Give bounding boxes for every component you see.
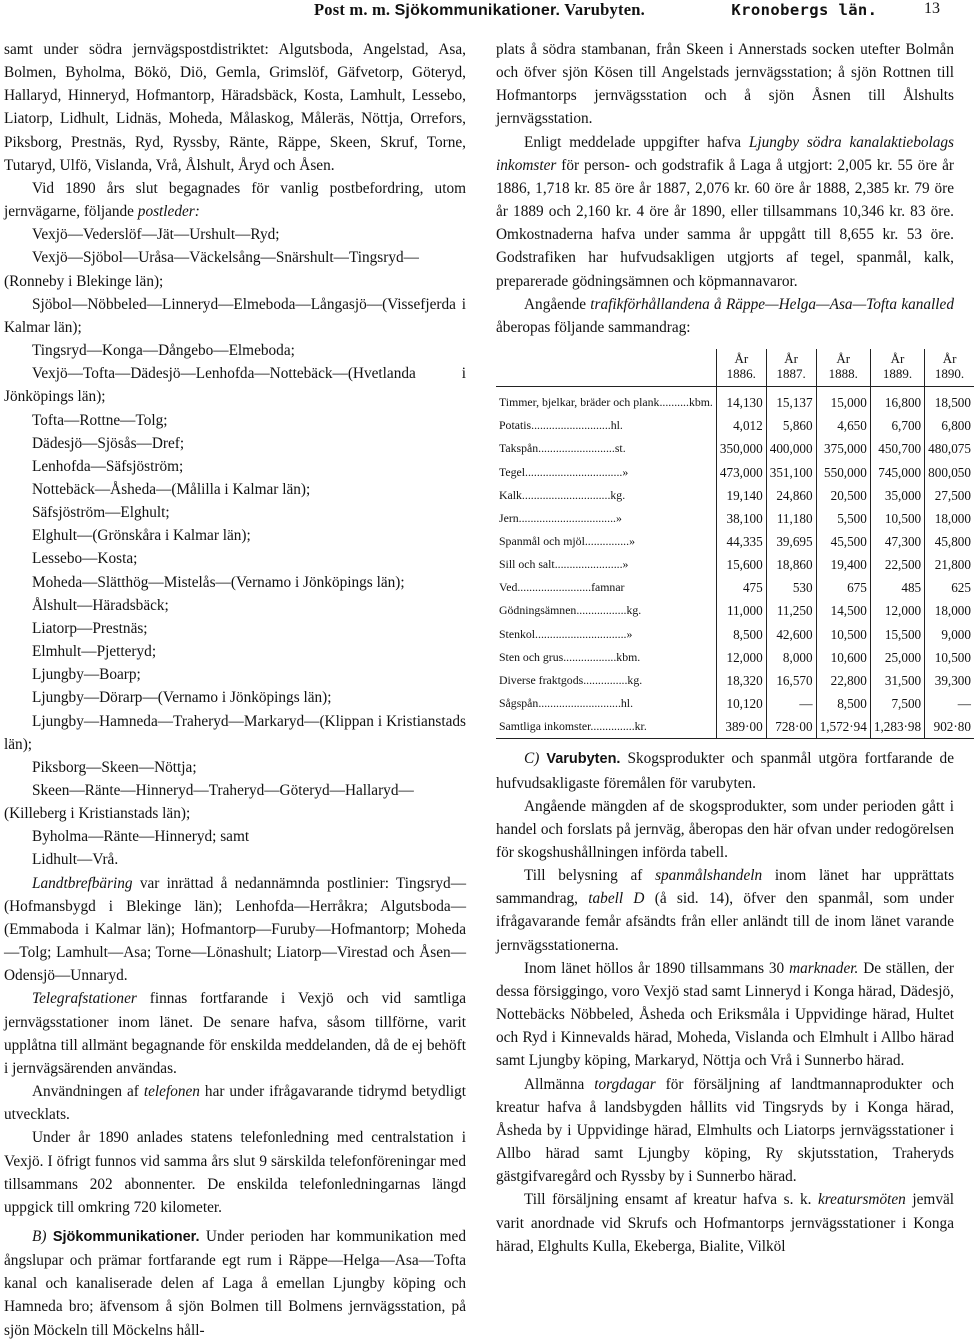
table-cell: 22,500	[870, 553, 924, 576]
table-cell: 45,500	[816, 530, 870, 553]
table-cell: 22,800	[816, 669, 870, 692]
spanmal-emphasis: spanmålshandeln	[655, 867, 763, 885]
table-cell: 745,000	[870, 461, 924, 484]
left-column	[4, 38, 466, 1342]
table-cell: 4,012	[716, 414, 766, 437]
running-title	[314, 0, 877, 20]
table-cell: 31,500	[870, 669, 924, 692]
paragraph-telefonledning: Under år 1890 anlades statens telefonledning med centralstation i Vexjö. I öfrigt funnos vid samma års slut 9 särskilda telefonföreningar med tillsammans 202 abonnenter. De enskilda telefonledningarnas längd uppgick till omkring 720 kilometer.	[4, 1129, 466, 1216]
paragraph-varubyten	[496, 747, 954, 794]
row-label: Takspån..........................st.	[499, 441, 626, 456]
postled-route: Vexjö—Vederslöf—Jät—Urshult—Ryd;	[32, 226, 280, 244]
table-cell: 1,572·94	[816, 715, 870, 739]
table-cell: 18,860	[766, 553, 816, 576]
table-cell: 5,500	[816, 507, 870, 530]
paragraph-kreatursmoten	[496, 1188, 954, 1257]
table-header-year	[816, 349, 870, 387]
postled-route: Elmhult—Pjetteryd;	[32, 643, 157, 661]
row-label: Stenkol...............................»	[499, 626, 633, 641]
row-label: Sten och grus..................kbm.	[499, 649, 641, 664]
table-row	[496, 414, 974, 437]
section-b-heading: Sjökommunikationer.	[52, 1228, 200, 1245]
kanal-intro: Enligt meddelade uppgifter hafva	[524, 133, 742, 151]
row-label: Gödningsämnen.................kg.	[499, 603, 642, 618]
kreatur-text: jemväl varit anordnade vid Skrufs och Hofmantorps jernvägsstationer i Konga härad, Elghults Kulla, Ekeberga, Bialite, Vilköl	[496, 1191, 955, 1255]
table-cell: 18,000	[925, 507, 974, 530]
table-cell: 47,300	[870, 530, 924, 553]
tabell-d-ref: tabell D	[588, 890, 645, 908]
header-line2: 1890.	[934, 366, 965, 382]
telefon-emphasis: telefonen	[143, 1083, 200, 1101]
table-cell: 45,800	[925, 530, 974, 553]
header-line1: År	[734, 351, 749, 367]
table-cell: 11,250	[766, 599, 816, 622]
header-section-sjo: Sjökommunikationer.	[394, 2, 561, 19]
table-cell: 16,800	[870, 387, 924, 415]
postled-route: Vexjö—Tofta—Dädesjö—Lenhofda—Nottebäck—(Hvetlanda i Jönköpings län);	[4, 365, 466, 406]
paragraph-telefon	[4, 1080, 466, 1126]
table-cell: 351,100	[766, 461, 816, 484]
table-cell: 25,000	[870, 646, 924, 669]
table-cell: 44,335	[716, 530, 766, 553]
table-cell: 530	[766, 576, 816, 599]
table-cell: 400,000	[766, 437, 816, 460]
row-label: Tegel.................................»	[499, 464, 629, 479]
postled-route: Ålshult—Häradsbäck;	[32, 596, 169, 614]
route-list	[4, 223, 466, 871]
postled-route: Piksborg—Skeen—Nöttja;	[32, 758, 197, 776]
paragraph-spanmalshandel	[496, 864, 954, 957]
paragraph-hallplats: plats å södra stambanan, från Skeen i Annerstads socken utefter Bolmån och öfver sjön Kösen till Angelstads jernvägsstation; å sjön Rottnen till Hofmantorps jernvägsstation och å sjön Åsnen till Ålshults jernvägsstation.	[496, 41, 954, 128]
table-cell: 39,300	[925, 669, 974, 692]
table-row	[496, 623, 974, 646]
postled-route: Ljungby—Hamneda—Traheryd—Markaryd—(Klippan i Kristianstads län);	[4, 712, 466, 753]
table-cell: 4,650	[816, 414, 870, 437]
row-label: Kalk..............................kg.	[499, 487, 626, 502]
telegraf-emphasis: Telegrafstationer	[32, 990, 137, 1008]
postled-route: Säfsjöström—Elghult;	[32, 504, 170, 522]
marknader-text: De ställen, der dessa försiggingo, voro Vexjö stad samt Linneryd i Konga härad, Dädesjö, Nottebäcks Nöbbeled, Åsheda och Eriksmåla i Uppvidinge härad, Hultet och Ryd i Kinnevalds härad, Moheda, Vislanda och Elmhult i Allbo härad samt Ljungby köping, Markaryd, Nöttja och Vrå i Sunnerbo härad.	[496, 959, 955, 1070]
table-cell: —	[766, 692, 816, 715]
header-line1: År	[890, 351, 905, 367]
table-cell: 480,075	[925, 437, 974, 460]
telegraf-text: finnas fortfarande i Vexjö och vid samtliga jernvägsstationer inom länet. De senare hafva, såsom tillförne, varit upplåtna till allmänt begagnande för enskilda meddelanden, då de ej behöft i jernvägsärenden användas.	[4, 990, 466, 1077]
row-label: Timmer, bjelkar, bräder och plank..........kbm.	[499, 395, 713, 410]
paragraph-postleder	[4, 177, 466, 223]
table-cell: 19,140	[716, 484, 766, 507]
table-body	[496, 387, 974, 739]
postleder-emphasis: postleder:	[137, 203, 200, 221]
table-header-row	[496, 349, 974, 387]
table-cell: 475	[716, 576, 766, 599]
table-header-label	[496, 349, 716, 387]
postled-route: Liatorp—Prestnäs;	[32, 619, 148, 637]
spanmal-intro: Till belysning af	[524, 867, 643, 885]
table-cell: 16,570	[766, 669, 816, 692]
postled-route: Sjöbol—Nöbbeled—Linneryd—Elmeboda—Långasjö—(Vissefjerda i Kalmar län);	[4, 295, 466, 336]
row-label: Jern.................................»	[499, 510, 622, 525]
table-row	[496, 437, 974, 460]
kreatur-intro: Till försäljning ensamt af kreatur hafva s. k.	[524, 1191, 812, 1209]
paragraph-post-districts: samt under södra jernvägspostdistriktet: Algutsboda, Angelstad, Asa, Bolmen, Byholma, Bökö, Diö, Gemla, Grimslöf, Gäfvetorp, Göteryd, Hallaryd, Hinneryd, Hofmantorp, Häradsbäck, Kosta, Lamhult, Lessebo, Liatorp, Lidhult, Lidnäs, Moheda, Målaskog, Måleräs, Nöttja, Orrefors, Piksborg, Prestnäs, Ryd, Ryssby, Ränte, Räppe, Skeen, Skruf, Torne, Tutaryd, Ulfö, Vislanda, Vrå, Ålshult, Åryd och Åsen.	[4, 41, 466, 174]
table-cell: 10,500	[870, 507, 924, 530]
header-line2: 1888.	[828, 366, 858, 382]
table-cell: 7,500	[870, 692, 924, 715]
postleder-intro: Vid 1890 års slut begagnades för vanlig postbefordring, utom jernvägarne, följande	[4, 179, 466, 221]
table-cell: 1,283·98	[870, 715, 924, 739]
table-row	[496, 507, 974, 530]
table-cell: 473,000	[716, 461, 766, 484]
landtbrefbaring-emphasis: Landtbrefbäring	[32, 874, 133, 892]
table-header-year	[870, 349, 924, 387]
table-cell: 350,000	[716, 437, 766, 460]
section-c-mark: C)	[524, 750, 540, 768]
table-cell: 12,000	[716, 646, 766, 669]
table-header-year	[716, 349, 766, 387]
table-cell: 42,600	[766, 623, 816, 646]
table-cell: 800,050	[925, 461, 974, 484]
table-cell: 38,100	[716, 507, 766, 530]
table-cell: 20,500	[816, 484, 870, 507]
postled-route: Dädesjö—Sjösås—Dref;	[32, 434, 185, 452]
postled-route: Elghult—(Grönskåra i Kalmar län);	[32, 527, 251, 545]
table-cell: 8,500	[716, 623, 766, 646]
paragraph-trafikforhallanden	[496, 293, 954, 339]
postled-route: Skeen—Ränte—Hinneryd—Traheryd—Göteryd—Hallaryd—(Killeberg i Kristianstads län);	[4, 782, 414, 823]
page-number: 13	[924, 0, 940, 17]
right-column	[496, 38, 971, 1258]
telefon-intro: Användningen af	[32, 1083, 139, 1101]
table-cell: 6,700	[870, 414, 924, 437]
row-label: Spanmål och mjöl...............»	[499, 533, 635, 548]
postled-route: Ljungby—Dörarp—(Vernamo i Jönköpings län);	[32, 689, 332, 707]
paragraph-telegraf	[4, 987, 466, 1080]
postled-route: Tingsryd—Konga—Dångebo—Elmeboda;	[32, 342, 295, 360]
table-cell: 18,500	[925, 387, 974, 415]
table-cell: 902·80	[925, 715, 974, 739]
table-row	[496, 530, 974, 553]
spanmal-text-2: (å sid. 14), öfver den spanmål, som under ifrågavarande femår afsändts från eller anländt till de inom länet varande jernvägsstationerna.	[496, 890, 954, 954]
table-row	[496, 461, 974, 484]
trafik-emphasis: trafikförhållandena å Räppe—Helga—Asa—Tofta kanalled	[590, 295, 954, 313]
table-cell: 5,860	[766, 414, 816, 437]
table-row	[496, 484, 974, 507]
row-label: Diverse fraktgods...............kg.	[499, 672, 643, 687]
table-row	[496, 599, 974, 622]
table-cell: 10,500	[816, 623, 870, 646]
table-cell: 14,130	[716, 387, 766, 415]
table-cell: 39,695	[766, 530, 816, 553]
postled-route: Ljungby—Boarp;	[32, 666, 141, 684]
section-b-mark: B)	[32, 1227, 47, 1245]
table-cell: 11,000	[716, 599, 766, 622]
table-cell: 8,000	[766, 646, 816, 669]
paragraph-kanalaktiebolag	[496, 131, 954, 293]
landtbrefbaring-text: var inrättad å nedannämnda postlinier: Tingsryd—(Hofmansbygd i Blekinge län); Lenhofda—Herråkra; Algutsboda—(Emmaboda i Kalmar län); Hofmantorp—Furuby—Hofmantorp; Moheda—Tolg; Lamhult—Asa; Torne—Lönashult; Liatorp—Virestad och Åsen—Odensjö—Unnaryd.	[4, 874, 466, 985]
header-region: Kronobergs län.	[731, 1, 878, 19]
table-cell: 14,500	[816, 599, 870, 622]
sjokommunikationer-text: Under perioden har kommunikation med ångslupar och prämar fortfarande egt rum i Räppe—Helga—Asa—Tofta kanal och kanaliserade delen af Laga å emellan Ljungby köping och Hamneda bro; äfvensom å sjön Bolmen till Bolmens jernvägsstation, på sjön Möckeln till Möckelns håll-	[4, 1227, 466, 1339]
row-label: Potatis...........................hl.	[499, 418, 623, 433]
table-cell: 21,800	[925, 553, 974, 576]
kanal-emphasis: Ljungby södra kanalaktiebolags inkomster	[496, 133, 955, 174]
marknader-intro: Inom länet höllos år 1890 tillsammans 30	[524, 959, 785, 977]
postled-route: Tofta—Rottne—Tolg;	[32, 411, 168, 429]
table-cell: 35,000	[870, 484, 924, 507]
table-cell: 389·00	[716, 715, 766, 739]
paragraph-skogsprodukter: Angående mängden af de skogsprodukter, som under perioden gått i handel och forslats på jernväg, åberopas den här ofvan under redogörelsen för skogshushållningen införda tabell.	[496, 797, 954, 861]
paragraph-marknader	[496, 957, 954, 1073]
kanal-text: för person- och godstrafik å Laga å utgjort: 2,005 kr. 55 öre år 1886, 1,718 kr. 85 öre år 1887, 2,076 kr. 60 öre år 1888, 2,385 kr. 79 öre år 1889 och 2,160 kr. 4 öre år 1890, eller tillsammans 10,346 kr. 83 öre. Omkostnaderna hafva under samma år uppgått till 8,655 kr. 53 öre. Godstrafiken har hufvudsakligen utgjorts af tegel, spanmål, kalk, preparerade gödningsämnen och köpmannavaror.	[496, 156, 954, 290]
telefon-text: har under ifrågavarande tidrymd betydligt utvecklats.	[4, 1083, 467, 1124]
table-header-year	[925, 349, 974, 387]
postled-route: Lidhult—Vrå.	[32, 851, 119, 869]
table-header-year	[766, 349, 816, 387]
header-line1: År	[836, 351, 851, 367]
table-cell: 9,000	[925, 623, 974, 646]
row-label: Sill och salt.......................»	[499, 557, 629, 572]
paragraph-landtbrefbaring	[4, 872, 466, 988]
table-row	[496, 669, 974, 692]
table-cell: 24,860	[766, 484, 816, 507]
varubyten-text: Skogsprodukter och spanmål utgöra fortfarande de hufvudsakligaste föremålen för varubyten.	[496, 750, 954, 792]
table-cell: 6,800	[925, 414, 974, 437]
kreatur-emphasis: kreatursmöten	[818, 1191, 906, 1209]
trafik-text: åberopas följande sammandrag:	[496, 318, 691, 336]
spanmal-text: inom länet har upprättats sammandrag,	[496, 867, 955, 908]
table-cell: 728·00	[766, 715, 816, 739]
table-cell: 675	[816, 576, 870, 599]
paragraph-torgdagar	[496, 1073, 954, 1189]
table-row	[496, 692, 974, 715]
table-cell: 15,500	[870, 623, 924, 646]
table-cell: 550,000	[816, 461, 870, 484]
paragraph-sjokommunikationer	[4, 1225, 466, 1342]
marknader-emphasis: marknader.	[789, 959, 859, 977]
table-cell: 15,000	[816, 387, 870, 415]
table-cell: 19,400	[816, 553, 870, 576]
running-header	[0, 0, 960, 22]
table-cell: 18,320	[716, 669, 766, 692]
postled-route: Moheda—Slätthög—Mistelås—(Vernamo i Jönköpings län);	[32, 573, 405, 591]
postled-route: Lessebo—Kosta;	[32, 550, 138, 568]
table-cell: 15,600	[716, 553, 766, 576]
table-cell: 11,180	[766, 507, 816, 530]
postled-route: Lenhofda—Säfsjöström;	[32, 457, 184, 475]
table-row	[496, 387, 974, 415]
torgdagar-intro: Allmänna	[524, 1075, 585, 1093]
table-row	[496, 553, 974, 576]
table-row	[496, 576, 974, 599]
section-c-heading: Varubyten.	[546, 751, 621, 768]
traffic-table	[496, 349, 974, 739]
header-line2: 1887.	[776, 366, 806, 382]
row-label: Samtliga inkomster...............kr.	[499, 719, 647, 734]
header-section-varu: Varubyten.	[564, 0, 645, 19]
row-label: Sågspån............................hl.	[499, 696, 634, 711]
postled-route: Byholma—Ränte—Hinneryd; samt	[32, 828, 250, 846]
row-label: Ved.........................famnar	[499, 580, 625, 595]
header-line1: År	[784, 351, 799, 367]
table-cell: 15,137	[766, 387, 816, 415]
table-cell: 450,700	[870, 437, 924, 460]
table-cell: 18,000	[925, 599, 974, 622]
trafik-intro: Angående	[524, 295, 587, 313]
table-cell: 8,500	[816, 692, 870, 715]
table-cell: 625	[925, 576, 974, 599]
table-cell: 10,600	[816, 646, 870, 669]
table-cell: —	[925, 692, 974, 715]
table-cell: 12,000	[870, 599, 924, 622]
table-cell: 485	[870, 576, 924, 599]
torgdagar-text: för försäljning af landtmannaprodukter och kreatur hafva å landsbygden hållits vid Tingsryds by i Konga härad, Åsheda by i Uppvidinge härad, Elmhults och Liatorps jernvägsstationer i Allbo härad samt Ljungby köping, Ry skjutsstation, Traheryds gästgifvaregård och Ryssby by i Sunnerbo härad.	[496, 1075, 955, 1186]
header-section-post: Post m. m.	[314, 0, 391, 19]
table-row	[496, 715, 974, 739]
header-line1: År	[942, 351, 957, 367]
torgdagar-emphasis: torgdagar	[594, 1075, 656, 1093]
table-row	[496, 646, 974, 669]
postled-route: Vexjö—Sjöbol—Uråsa—Väckelsång—Snärshult—Tingsryd—(Ronneby i Blekinge län);	[4, 249, 419, 290]
header-line2: 1889.	[882, 366, 913, 382]
postled-route: Nottebäck—Åsheda—(Målilla i Kalmar län);	[32, 480, 311, 498]
table-cell: 375,000	[816, 437, 870, 460]
table-cell: 10,120	[716, 692, 766, 715]
header-line2: 1886.	[726, 366, 756, 382]
table-cell: 10,500	[925, 646, 974, 669]
table-cell: 27,500	[925, 484, 974, 507]
